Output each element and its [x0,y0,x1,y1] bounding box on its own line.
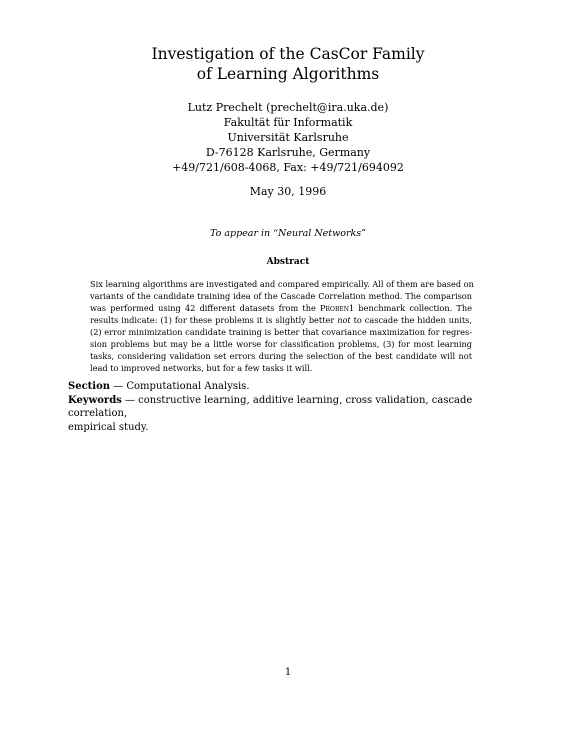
author-university: Universität Karlsruhe [227,131,349,144]
keywords-label: Keywords [68,394,122,406]
keywords-line [68,394,508,421]
abstract-text: to cascade the hidden units, [350,315,472,325]
title-line-1: Investigation of the CasCor Family [151,45,425,63]
author-name: Lutz Prechelt (prechelt@ira.uka.de) [187,101,389,114]
author-city: D-76128 Karlsruhe, Germany [205,146,371,159]
author-department: Fakultät für Informatik [223,116,353,129]
keywords-text: — constructive learning, additive learning, cross validation, cascade correlation, [68,394,473,419]
paper-date: May 30, 1996 [249,185,327,198]
section-text: — Computational Analysis. [110,381,250,392]
abstract-text: was performed using 42 different datasets from the [90,303,321,313]
section-line [68,380,508,394]
emphasis-not: not [337,315,351,325]
abstract-line: tasks, considering validation set errors during the selection of the best candidate will not [90,351,472,361]
benchmark-name: Proben1 [320,303,355,313]
abstract-line: (2) error minimization candidate training is better that covariance maximization for regres- [90,327,472,337]
abstract-line: sion problems but may be a little worse for classification problems, (3) for most learning [90,339,472,349]
title-line-2: of Learning Algorithms [196,65,380,83]
paper-metadata [68,380,508,434]
abstract-text: benchmark collection. The [354,303,472,313]
abstract-line [90,314,472,326]
appear-note: To appear in “Neural Networks” [210,228,366,239]
author-phone: +49/721/608-4068, Fax: +49/721/694092 [172,161,404,174]
author-block [0,100,576,175]
abstract-text: results indicate: (1) for these problems it is slightly better [90,315,338,325]
section-label: Section [68,381,111,392]
abstract-line: lead to improved networks, but for a few tasks it will. [90,363,313,373]
abstract-line: variants of the candidate training idea of the Cascade Correlation method. The comparison [90,291,472,301]
abstract-heading: Abstract [266,257,310,267]
abstract-line [90,302,472,314]
keywords-line-2: empirical study. [68,421,149,433]
page-number: 1 [284,667,292,678]
abstract-body [90,278,472,374]
paper-title [0,44,576,84]
abstract-line: Six learning algorithms are investigated and compared empirically. All of them are based on [90,279,474,289]
